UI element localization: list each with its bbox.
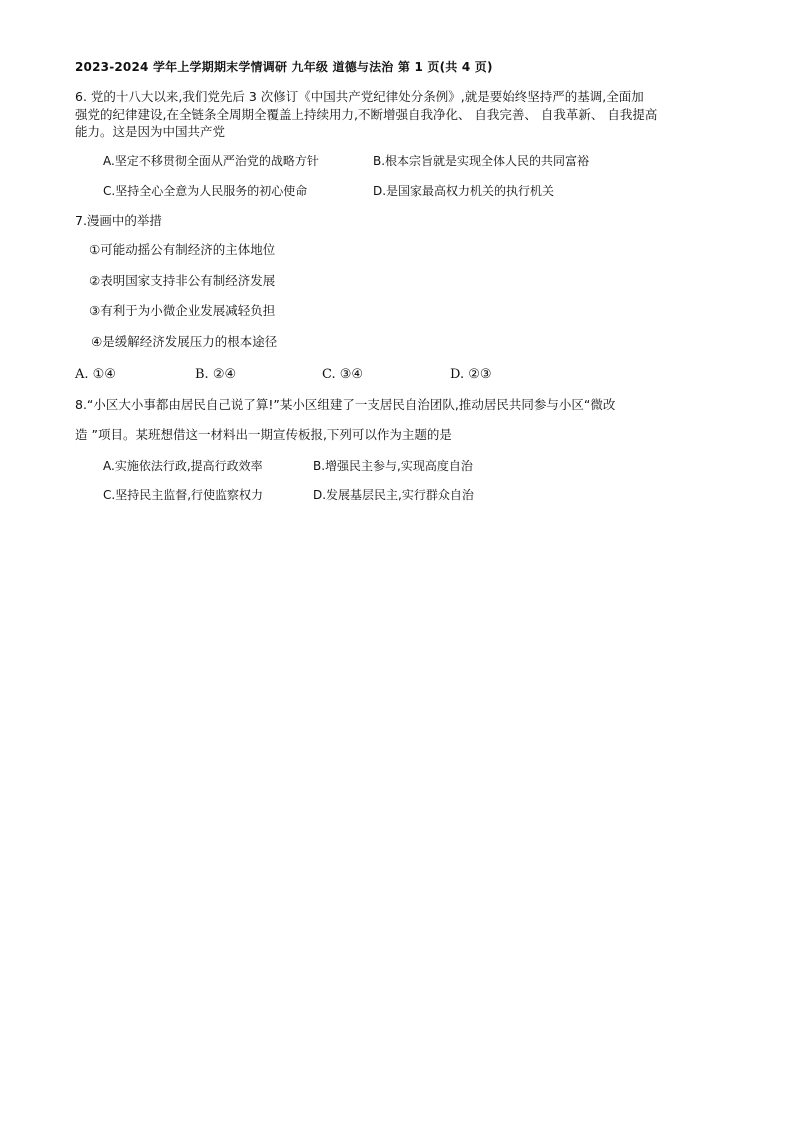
q8-option-a: A.实施依法行政,提高行政效率	[103, 459, 263, 473]
page-header: 2023-2024 学年上学期期末学情调研 九年级 道德与法治 第 1 页(共 4 页)	[75, 60, 493, 74]
q6-option-b: B.根本宗旨就是实现全体人民的共同富裕	[373, 154, 590, 168]
q7-item-2: ②表明国家支持非公有制经济发展	[89, 273, 276, 288]
q6-stem-line-3: 能力。这是因为中国共产党	[75, 124, 226, 139]
q7-item-3: ③有利于为小微企业发展减轻负担	[89, 303, 276, 318]
q7-option-c: C. ③④	[322, 367, 364, 382]
q7-item-1: ①可能动摇公有制经济的主体地位	[89, 242, 276, 257]
q6-stem-line-1: 6. 党的十八大以来,我们党先后 3 次修订《中国共产党纪律处分条例》,就是要始终坚持严的基调,全面加	[75, 89, 644, 104]
q8-option-d: D.发展基层民主,实行群众自治	[313, 488, 474, 502]
q7-option-a: A. ①④	[75, 367, 116, 382]
q8-option-b: B.增强民主参与,实现高度自治	[313, 459, 473, 473]
q7-item-4: ④是缓解经济发展压力的根本途径	[91, 334, 278, 349]
q6-stem-line-2: 强党的纪律建设,在全链条全周期全覆盖上持续用力,不断增强自我净化、 自我完善、 自我革新、 自我提高	[75, 107, 658, 122]
q6-option-d: D.是国家最高权力机关的执行机关	[373, 184, 555, 198]
q7-option-b: B. ②④	[195, 367, 237, 382]
q7-option-d: D. ②③	[450, 367, 492, 382]
q8-option-c: C.坚持民主监督,行使监察权力	[103, 488, 264, 502]
q8-stem-line-2: 造 ”项目。某班想借这一材料出一期宣传板报,下列可以作为主题的是	[75, 427, 452, 442]
q6-option-c: C.坚持全心全意为人民服务的初心使命	[103, 184, 308, 198]
q8-stem-line-1: 8.“小区大小事都由居民自己说了算!”某小区组建了一支居民自治团队,推动居民共同参与小区“微改	[75, 397, 616, 412]
q6-option-a: A.坚定不移贯彻全面从严治党的战略方针	[103, 154, 319, 168]
q7-stem: 7.漫画中的举措	[75, 213, 162, 228]
